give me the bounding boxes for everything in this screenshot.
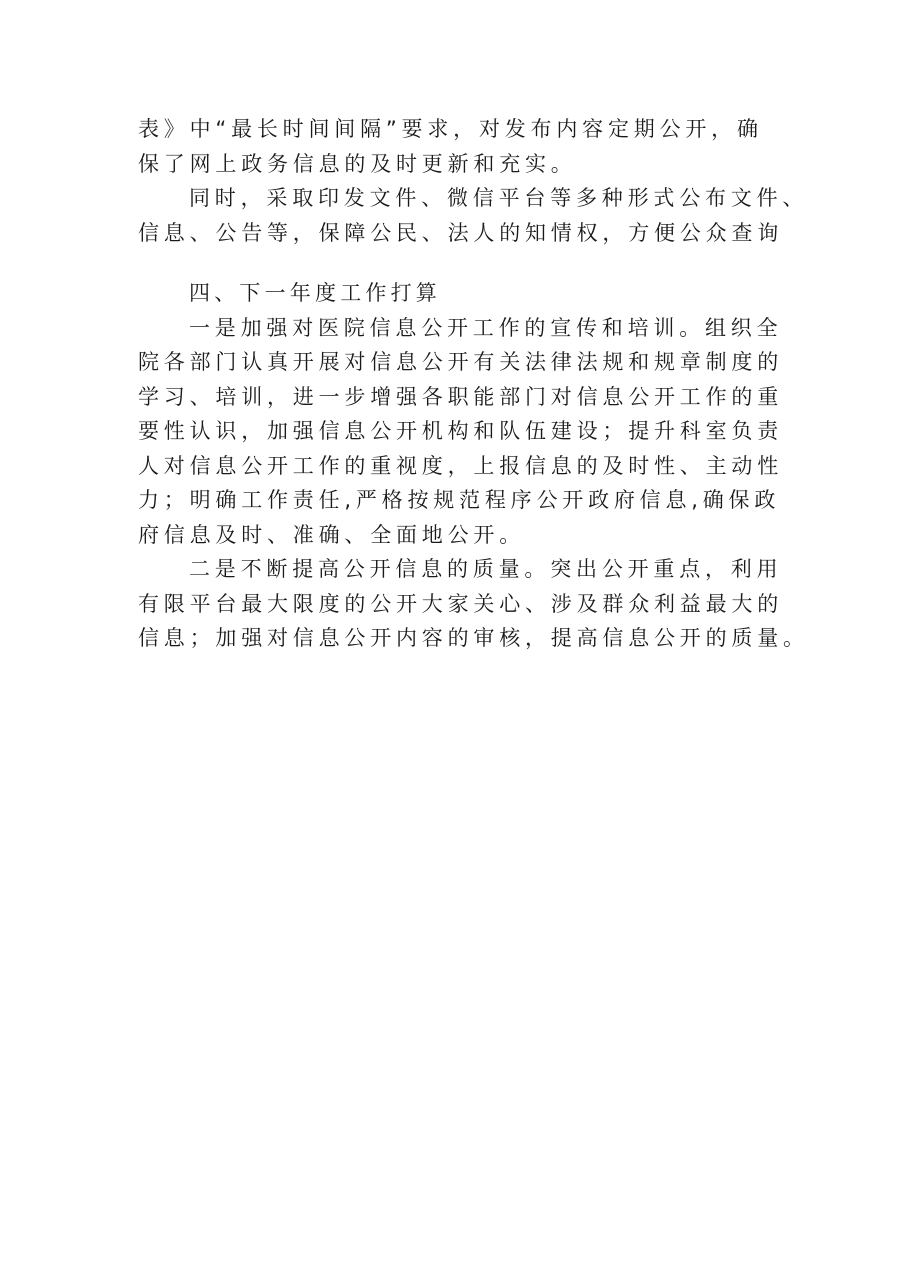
paragraph-spacer	[138, 250, 798, 276]
paragraph-line: 同时，采取印发文件、微信平台等多种形式公布文件、	[189, 186, 809, 210]
paragraph-line: 府信息及时、准确、全面地公开。	[138, 522, 525, 547]
paragraph-line: 要性认识，加强信息公开机构和队伍建设；提升科室负责	[138, 419, 783, 443]
paragraph-line: 学习、培训，进一步增强各职能部门对信息公开工作的重	[138, 384, 783, 409]
paragraph-line: 保了网上政务信息的及时更新和充实。	[138, 151, 577, 176]
paragraph-line: 信息；加强对信息公开内容的审核，提高信息公开的质量。	[138, 626, 809, 650]
paragraph-line: 二是不断提高公开信息的质量。突出公开重点，利用	[189, 557, 783, 581]
document-body	[138, 112, 809, 656]
paragraph-line: 一是加强对医院信息公开工作的宣传和培训。组织全	[189, 315, 783, 340]
section-heading: 四、下一年度工作打算	[189, 281, 441, 305]
paragraph-line: 表》中“最长时间间隔”要求，对发布内容定期公开，确	[138, 117, 763, 141]
paragraph-line: 力；明确工作责任,严格按规范程序公开政府信息,确保政	[138, 488, 781, 512]
paragraph-line: 院各部门认真开展对信息公开有关法律法规和规章制度的	[138, 350, 783, 374]
paragraph-line: 有限平台最大限度的公开大家关心、涉及群众利益最大的	[138, 591, 783, 616]
paragraph-line: 信息、公告等，保障公民、法人的知情权，方便公众查询	[138, 220, 783, 245]
paragraph-line: 人对信息公开工作的重视度，上报信息的及时性、主动性	[138, 453, 783, 478]
